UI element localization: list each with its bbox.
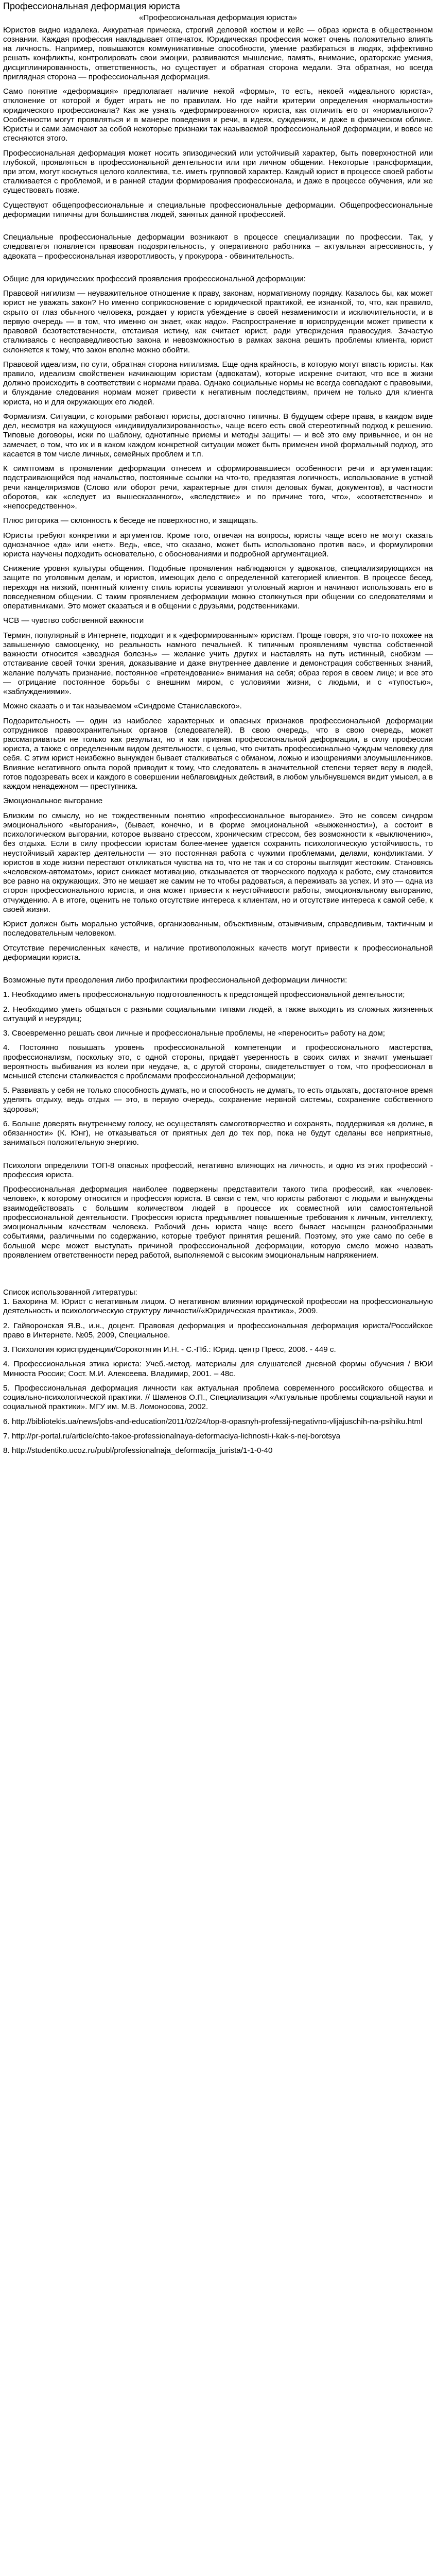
paragraph: 2. Необходимо уметь общаться с разными социальными типами людей, а также выходить из сложных жизненных ситуаций и неурядиц; xyxy=(3,1005,433,1023)
paragraph: Юристы требуют конкретики и аргументов. Кроме того, отвечая на вопросы, юристы чаще всего не могут сказать однозначное «да» или «нет». Ведь, «все, что сказано, может быть использовано против вас», и формулировки юриста научены подходить основательно, с обоснованиями и подробной аргументацией. xyxy=(3,531,433,558)
paragraph: 1. Необходимо иметь профессиональную подготовленность к предстоящей профессиональной деятельности; xyxy=(3,990,405,999)
paragraph: Существуют общепрофессиональные и специальные профессиональные деформации. Общепрофессиональные деформации типичны для большинства людей, занятых данной профессией. xyxy=(3,200,433,219)
reference-item: 1. Бахорина М. Юрист с негативным лицом. О негативном влиянии юридической профессии на профессиональную деятельность и психологическую структуру личности//«Юридическая практика», 2009. xyxy=(3,1297,433,1316)
section-spacer xyxy=(3,266,433,275)
paragraph: 3. Своевременно решать свои личные и профессиональные проблемы, не «переносить» работу на дом; xyxy=(3,1029,385,1038)
paragraph: Общие для юридических профессий проявления профессиональной деформации: xyxy=(3,274,306,283)
paragraph: 6. Больше доверять внутреннему голосу, не осуществлять самоготворчество и сохранять, поддерживая «в долине, в обязанности» (К. Юнг), не отказываться от приятных дел до тех пор, пока не будут сделаны все неприятные, заниматься положительную энергию. xyxy=(3,1119,433,1147)
reference-item: 2. Гайворонская Я.В., и.н., доцент. Правовая деформация и профессиональная деформация юриста/Российское право в Интернете. №05, 2009, Специальное. xyxy=(3,1321,433,1340)
reference-link[interactable]: 7. http://pr-portal.ru/article/chto-takoe-professionalnaya-deformaciya-lichnosti-i-kak-s-nej-borotsya xyxy=(3,1431,341,1440)
paragraph: Специальные профессиональные деформации возникают в процессе специализации по профессии. Так, у следователя появляется правовая подозрительность, у оперативного работника – актуальная агрессивность, у адвоката – профессиональная изворотливость, у прокурора - обвинительность. xyxy=(3,233,433,261)
reference-link[interactable]: 6. http://bibliotekis.ua/news/jobs-and-education/2011/02/24/top-8-opasnyh-professij-negativno-vlijajuschih-na-psihiku.html xyxy=(3,1417,423,1426)
paragraph: Плюс риторика — склонность к беседе не поверхностно, и защищать. xyxy=(3,516,258,526)
paragraph: Правовой идеализм, по сути, обратная сторона нигилизма. Еще одна крайность, в которую могут впасть юристы. Как правило, идеализм свойственен начинающим юристам (адвокатам), которые искренне считают, что все в жизни должно происходить в соответствии с нормами права. Однако социальные нормы не всегда совпадают с правовыми, и блуждание следования нормам может привести к негативным последствиям, причем не только для клиента юриста, но и для окружающих его людей. xyxy=(3,360,433,406)
paragraph: Эмоциональное выгорание xyxy=(3,796,103,806)
paragraph: Правовой нигилизм — неуважительное отношение к праву, законам, нормативному порядку. Казалось бы, как может юрист не уважать закон? Но именно соприкосновение с юридической практикой, ее изнанкой, то, что, как правило, скрыто от глаз обычного человека, рождает у юриста убеждение в своей незаменимости и исключительности, и в первую очередь — в том, что именно он знает, «как надо». Распространение в юриспруденции может привести к правовой безответственности, отстаивая истину, как считает юрист, ради утверждения правосудия. Зачастую сталкиваясь с несправедливостью закона и невозможностью в рамках закона решить проблемы клиента, юрист склоняется к тому, что закон вполне можно обойти. xyxy=(3,289,433,354)
paragraph: Подозрительность — один из наиболее характерных и опасных признаков профессиональной деформации сотрудников правоохранительных органов (следователей). В свою очередь, что в свою очередь, может рассматриваться не только как результат, но и как признак профессиональной деформации, в силу профессии юриста, а также с определенным видом деятельности, с целью, что считать профессионально чуждым человеку для себя. С этим юрист неизбежно вынужден бывает сталкиваться с обманом, ложью и изощрениями злоумышленников. Влияние негативного опыта порой приводит к тому, что следователь в значительной степени теряет веру в людей, готов подозревать всех и каждого в совершении неблаговидных действий, в любом улыбнувшемся видит умысел, а в каждом ненадежном — преступника. xyxy=(3,716,433,791)
reference-item: 3. Психология юриспруденции/Сорокотягин И.Н. - С.-Пб.: Юрид. центр Пресс, 2006. - 449 с. xyxy=(3,1345,336,1354)
section-spacer xyxy=(3,225,433,233)
paragraph: Юристов видно издалека. Аккуратная прическа, строгий деловой костюм и кейс — образ юриста в общественном сознании. Каждая профессия накладывает отпечаток. Юридическая профессия может очень положительно влиять на личность. Например, повышаются коммуникативные способности, умение разбираться в людях, эффективно решать конфликты, контролировать свои эмоции, развиваются мышление, память, внимание, ораторские умения, дисциплинированность, ответственность, но существует и обратная сторона медали. Эта обратная, но всегда приглядная сторона — профессиональная деформация. xyxy=(3,25,433,81)
paragraph: ЧСВ — чувство собственной важности xyxy=(3,616,144,625)
paragraph: Юрист должен быть морально устойчив, организованным, объективным, отзывчивым, справедливым, тактичным и последовательным человеком. xyxy=(3,920,433,938)
paragraph: 5. Развивать у себя не только способность думать, но и способность не думать, то есть отдыхать, достаточное время уделять отдыху, ведь отдых — это, в первую очередь, сохранение нервной системы, сохранение собственного здоровья; xyxy=(3,1086,433,1114)
paragraph: Снижение уровня культуры общения. Подобные проявления наблюдаются у адвокатов, специализирующихся на защите по уголовным делам, и юристов, имеющих дело с определенной категорией клиентов. В процессе бесед, переходя на низкий, понятный клиенту стиль юристы усваивают уголовный жаргон и начинают использовать его в повседневном общении. С таким проявлением деформации можно столкнуться при общении со следователями и оперативниками. Это может сказаться и в общении с друзьями, родственниками. xyxy=(3,564,433,611)
paragraph: Возможные пути преодоления либо профилактики профессиональной деформации личности: xyxy=(3,976,347,985)
paragraph: Профессиональная деформация наиболее подвержены представители такого типа профессий, как «человек-человек», к которому относится и профессия юриста. В связи с тем, что юристы работают с людьми и вынуждены взаимодействовать с большим количеством людей в процессе их совместной или самостоятельной профессиональной деятельности. Профессия юриста предъявляет повышенные требования к личным, интеллекту, эмоциональным качествам человека. Рабочий день юриста чаще всего бывает насыщен разнообразными событиями, различными по содержанию, которые требуют принятия решений. Поэтому, это уже само по себе в большой мере может выступать причиной профессиональной деформации, которую смело можно назвать проявлением ответственности перед работой, выполняемой с высоким эмоциональным напряжением. xyxy=(3,1185,433,1260)
reference-item: 4. Профессиональная этика юриста: Учеб.-метод. материалы для слушателей дневной формы обучения / ВЮИ Минюста России; Сост. М.И. Алексеева. Владимир, 2001. – 48с. xyxy=(3,1360,433,1378)
article-body xyxy=(3,26,433,1274)
references-list xyxy=(3,1297,433,1455)
paragraph: Отсутствие перечисленных качеств, и наличие противоположных качеств могут привести к профессиональной деформации юриста. xyxy=(3,943,433,962)
paragraph: Можно сказать о и так называемом «Синдроме Станиславского». xyxy=(3,702,242,711)
document-subtitle: «Профессиональная деформация юриста» xyxy=(138,13,297,22)
paragraph: 4. Постоянно повышать уровень профессиональной компетенции и профессионального мастерства, профессионализм, поскольку это, с одной стороны, придаёт уверенность в своих силах и значит уменьшает вероятность выбивания из колеи при неудаче, а, с другой стороны, свидетельствует о том, что профессионал в меньшей степени сталкивается с проблемами профессиональной деформации; xyxy=(3,1043,433,1080)
page-title: Профессиональная деформация юриста xyxy=(3,1,180,11)
paragraph: Термин, популярный в Интернете, подходит и к «деформированным» юристам. Проще говоря, это что-то похожее на завышенную самооценку, но реальность намного печальней. К типичным проявлениям чувства собственной важности относится «звездная болезнь» — желание учить других и наставлять на путь истинный, снобизм — отстаивание своей точки зрения, доказывание и даже внутреннее давление и демонстрация собственных знаний, желание получать признание, постоянное «претендование» внимания на себя; образ героя в своем лице; и все это — отрицание постоянное борьбы с внешним миром, с условиями жизни, с людьми, и с «тупостью», «заблуждениями». xyxy=(3,631,433,697)
paragraph: К симптомам в проявлении деформации отнесем и сформировавшиеся особенности речи и аргументации: подстраивающийся под начальство, постоянные ссылки на что-то, предвзятая логичность, использование в устной речи канцеляризмов (Слово или оборот речи, характерные для стиля деловых бумаг, документов), в частности оборотов, как «следует из вышесказанного», «вследствие» и по причине того, что», «соответственно» и «непосредственно». xyxy=(3,464,433,511)
reference-link[interactable]: 8. http://studentiko.ucoz.ru/publ/professionalnaja_deformacija_jurista/1-1-0-40 xyxy=(3,1446,273,1455)
section-spacer xyxy=(3,1153,433,1161)
section-spacer xyxy=(3,1265,433,1274)
paragraph: Близким по смыслу, но не тождественным понятию «профессиональное выгорание». Это не совсем синдром эмоционального «выгорания», (бывает, конечно, и в форме эмоциональной «выжженности»), а состоит в психологическом выгорании, которое вызвано стрессом, хроническим стрессом, без возможности к «выключению», без отдыха. Если в силу профессии юристам более-менее удается сохранить психологическую устойчивость, то неустойчивый характер деятельности — это постоянная работа с чужими проблемами, делами, конфликтами. У юристов в ходе жизни перестают откликаться чувства на то, что не так и со стороны выглядит жестоким. Становясь «человеком-автоматом», юрист снижает мотивацию, отказывается от творческого подхода к работе, ему становится все равно на окружающих. Это не мешает же самим не то чтобы радоваться, а переживать за успех. И это — одна из сторон профессионального юриста, и она может привести к неустойчивости работы, эмоциональному выгоранию, отчуждению. А в итоге, оценить не только отсутствие интереса к клиентам, но и отсутствие интереса к самой себе, к своей жизни. xyxy=(3,811,433,914)
reference-item: 5. Профессиональная деформация личности как актуальная проблема современного российского общества и социально-психологической практики. // Шаменов О.П., Специализация «Актуальные проблемы социальной науки и социальной практики». МГУ им. М.В. Ломоносова, 2002. xyxy=(3,1383,433,1412)
paragraph: Само понятие «деформация» предполагает наличие некой «формы», то есть, некоей «идеального юриста», отклонение от которой и будет играть не по правилам. Но где найти критерии определения «нормальности» юридического профессионала? Как же узнать «деформированного» юриста, как отличить его от «нормального»? Особенности могут проявляться и в манере поведения и речи, в идеях, суждениях, и даже в физическом облике. Юристы и сами замечают за собой некоторые признаки так называемой профессиональной деформации, и вовсе не стесняются этого. xyxy=(3,87,433,143)
references-heading: Список использованной литературы: xyxy=(3,1287,137,1297)
section-spacer xyxy=(3,968,433,976)
paragraph: Формализм. Ситуации, с которыми работают юристы, достаточно типичны. В будущем сфере права, в каждом виде дел, несмотря на кажущуюся «индивидуализированность», чаще всего есть свой стереотипный подход к решению. Типовые договоры, иски по шаблону, однотипные приемы и методы защиты — и всё это ему привычнее, и он не замечает, о том, что их и в каком каждом конкретной ситуации может быть применен иной формальный подход, это касается в том числе личных, семейных проблем и т.п. xyxy=(3,412,433,459)
paragraph: Психологи определили ТОП-8 опасных профессий, негативно влияющих на личность, и одно из этих профессий - профессия юриста. xyxy=(3,1161,433,1179)
paragraph: Профессиональная деформация может носить эпизодический или устойчивый характер, быть поверхностной или глубокой, проявляться в профессиональной деятельности или при личном общении. Некоторые трансформации, при этом, могут коснуться целого коллектива, т.е. иметь групповой характер. Каждый юрист в процессе своей работы сталкивается с проблемой, и в ранней стадии формирования профессионала, и даже в процессе обучения, или же существовать позже. xyxy=(3,148,433,195)
